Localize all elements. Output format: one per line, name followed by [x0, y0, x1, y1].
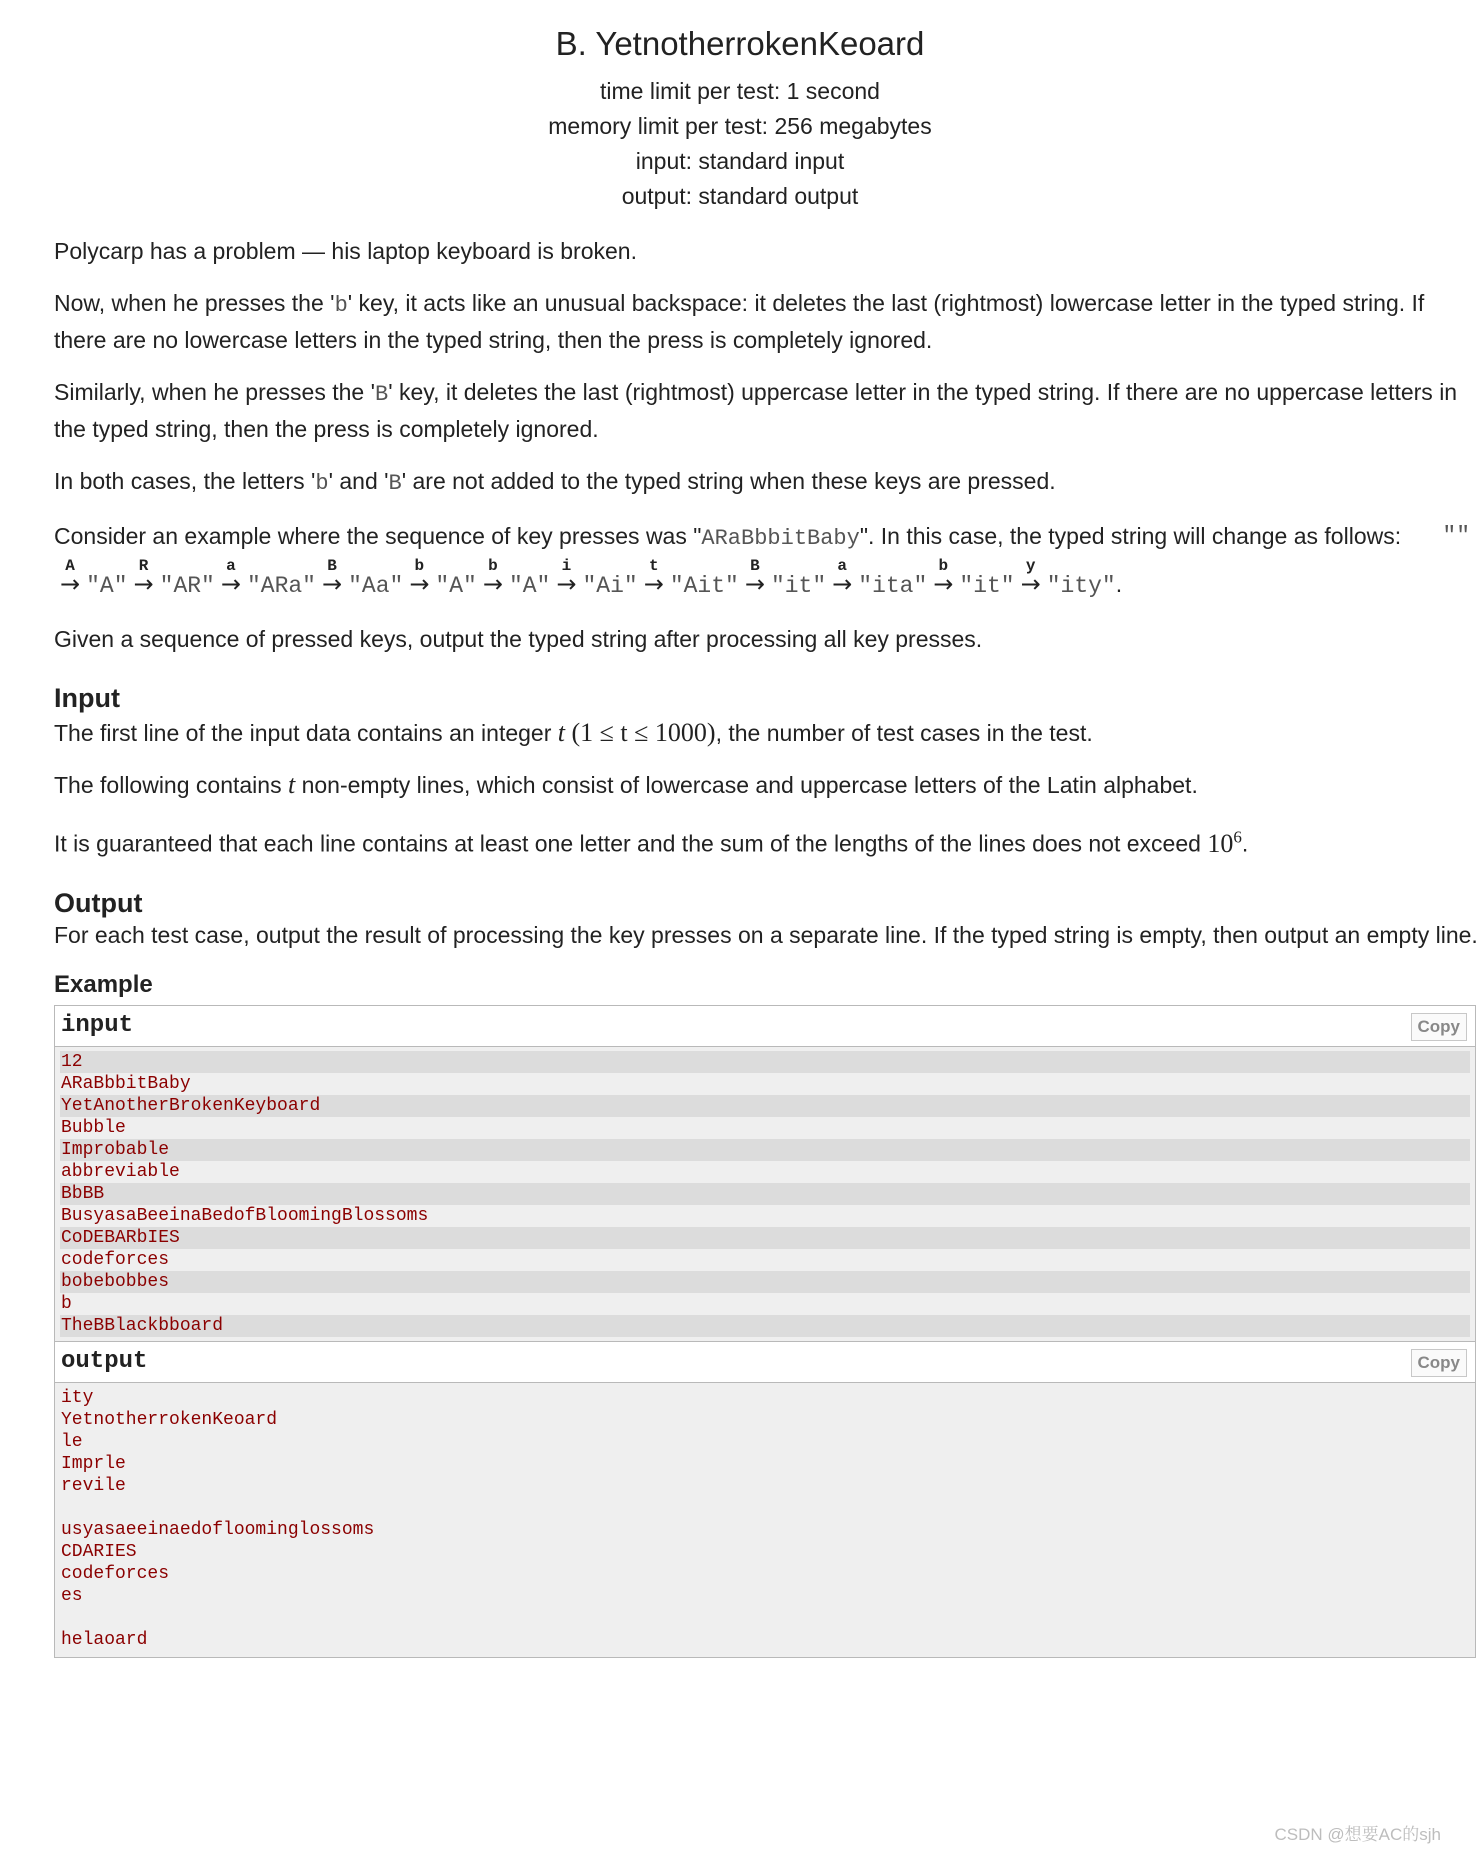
transition-key: b	[414, 557, 425, 575]
copy-output-button[interactable]: Copy	[1411, 1349, 1468, 1377]
statement-paragraph	[54, 375, 1480, 446]
transition-state: "ity"	[1046, 573, 1116, 599]
problem-title: B. YetnotherrokenKeoard	[555, 25, 925, 62]
transition-key: y	[1025, 557, 1036, 575]
code-line: BusyasaBeeinaBedofBloomingBlossoms	[61, 1205, 429, 1226]
transition-state: "AR"	[159, 573, 215, 599]
code-line: codeforces	[61, 1249, 170, 1270]
text: non-empty lines, which consist of lowercase and uppercase letters of the Latin alphabet.	[295, 772, 1198, 798]
sample-input-label: input	[61, 1011, 134, 1039]
transition-arrow: → y	[1021, 570, 1041, 598]
text: ' are not added to the typed string when these keys are pressed.	[401, 468, 1056, 494]
statement-paragraph	[54, 286, 1480, 357]
input-paragraph	[54, 768, 1480, 802]
code-line: bobebobbes	[60, 1271, 1470, 1293]
key-code: B	[375, 382, 389, 407]
text: Similarly, when he presses the '	[54, 379, 375, 405]
transition-arrow: → a	[832, 570, 852, 598]
code-line: le	[61, 1431, 83, 1452]
code-line: YetnotherrokenKeoard	[61, 1409, 278, 1430]
text: , the number of test cases in the test.	[715, 720, 1093, 746]
sample-input-block	[54, 1005, 1476, 1342]
code-line: BbBB	[60, 1183, 1470, 1205]
output-section-title: Output	[54, 887, 143, 918]
empty-string: ""	[1442, 523, 1470, 549]
example-title: Example	[54, 970, 153, 998]
transition-arrow: → B	[322, 570, 342, 598]
key-sequence: ARaBbbitBaby	[701, 526, 860, 551]
transition-arrow: → R	[134, 570, 154, 598]
math-base: 10	[1207, 828, 1234, 858]
text: The following contains	[54, 772, 288, 798]
input-paragraph	[54, 716, 1480, 750]
transition-key: R	[138, 557, 149, 575]
code-line: usyasaeeinaedofloominglossoms	[61, 1519, 375, 1540]
transition-key: a	[837, 557, 848, 575]
code-line: TheBBlackbboard	[60, 1315, 1470, 1337]
code-line	[60, 1607, 1470, 1629]
transition-key: i	[561, 557, 572, 575]
transition-arrow: → b	[483, 570, 503, 598]
transition-key: t	[648, 557, 659, 575]
copy-input-button[interactable]: Copy	[1411, 1013, 1468, 1041]
code-line: b	[61, 1293, 72, 1314]
sample-input-header	[55, 1006, 1475, 1047]
output-spec: output: standard output	[621, 183, 859, 209]
text: ". In this case, the typed string will change as follows:	[859, 523, 1402, 549]
text: .	[1241, 830, 1249, 857]
key-code: B	[388, 471, 402, 496]
text: Consider an example where the sequence of key presses was "	[54, 523, 702, 549]
text: ' key, it deletes the last (rightmost) uppercase letter in the typed string. If there are no uppercase letters in the typed string, then the press is completely ignored.	[54, 379, 1458, 442]
problem-statement	[54, 24, 1480, 1658]
code-line: Bubble	[61, 1117, 126, 1138]
code-line: codeforces	[61, 1563, 170, 1584]
time-limit: time limit per test: 1 second	[600, 78, 880, 104]
csdn-watermark: CSDN @想要AC的sjh	[1274, 1825, 1441, 1844]
math-constraint: (1 ≤ t ≤ 1000)	[571, 718, 716, 747]
code-line: ARaBbbitBaby	[61, 1073, 191, 1094]
code-line	[60, 1497, 1470, 1519]
code-line: revile	[61, 1475, 126, 1496]
input-paragraph	[54, 820, 1480, 861]
code-line: Improbable	[60, 1139, 1470, 1161]
transition-key: B	[327, 557, 337, 575]
key-code: b	[315, 471, 329, 496]
transition-arrow: → t	[644, 570, 664, 598]
transition-key: a	[226, 557, 236, 575]
transition-key: b	[938, 557, 949, 575]
transition-state: "it"	[959, 573, 1015, 599]
output-paragraph: For each test case, output the result of processing the key presses on a separate line. If the typed string is empty, then output an empty line.	[54, 921, 1478, 948]
code-line: Imprle	[61, 1453, 126, 1474]
example-paragraph	[54, 519, 1480, 556]
transition-arrow: → a	[221, 570, 241, 598]
chain-end: .	[1115, 571, 1123, 597]
text: Now, when he presses the '	[54, 290, 335, 316]
statement-paragraph	[54, 464, 1480, 501]
transition-arrow: → b	[409, 570, 429, 598]
transition-arrow: → A	[60, 570, 80, 598]
text: ' key, it acts like an unusual backspace: it deletes the last (rightmost) lowercase letter in the typed string. If there are no lowercase letters in the typed string, then the press is completely ignored.	[54, 290, 1425, 353]
math-t: t	[287, 770, 296, 799]
transition-arrow: → i	[556, 570, 576, 598]
sample-input-body[interactable]	[55, 1047, 1475, 1341]
transition-arrow: → b	[933, 570, 953, 598]
transition-arrow: → B	[745, 570, 765, 598]
code-line: 12	[60, 1051, 1470, 1073]
sample-output-header	[55, 1342, 1475, 1383]
transition-state: "Ai"	[582, 573, 638, 599]
code-line: CoDEBARbIES	[60, 1227, 1470, 1249]
code-line: YetAnotherBrokenKeyboard	[60, 1095, 1470, 1117]
transition-state: "Aa"	[348, 573, 404, 599]
math-var	[558, 718, 716, 747]
input-spec: input: standard input	[635, 148, 845, 174]
statement-paragraph: Polycarp has a problem — his laptop keyboard is broken.	[54, 238, 637, 264]
text: It is guaranteed that each line contains at least one letter and the sum of the lengths of the lines does not exceed	[54, 830, 1208, 857]
transition-state: "it"	[770, 573, 827, 599]
transition-state: "ita"	[858, 573, 928, 599]
sample-output-label: output	[61, 1347, 148, 1375]
text: In both cases, the letters '	[54, 468, 316, 494]
text: ' and '	[328, 468, 389, 494]
code-line: helaoard	[61, 1629, 148, 1650]
input-section-title: Input	[54, 683, 120, 713]
transition-chain	[54, 558, 1480, 600]
transition-key: B	[750, 557, 760, 575]
transition-state: "A"	[508, 573, 551, 599]
code-line: abbreviable	[61, 1161, 180, 1182]
statement-paragraph: Given a sequence of pressed keys, output the typed string after processing all key presses.	[54, 626, 983, 652]
code-line: CDARIES	[61, 1541, 137, 1562]
transition-state: "A"	[86, 573, 128, 599]
transition-state: "A"	[435, 573, 477, 599]
transition-state: "ARa"	[246, 573, 316, 599]
problem-header	[0, 24, 1426, 214]
code-line: es	[61, 1585, 83, 1606]
transition-key: b	[488, 557, 498, 575]
text: The first line of the input data contains an integer	[54, 720, 558, 746]
sample-output-block	[54, 1342, 1476, 1658]
transition-key: A	[65, 557, 75, 575]
memory-limit: memory limit per test: 256 megabytes	[548, 113, 932, 139]
code-line: ity	[61, 1387, 94, 1408]
key-code: b	[334, 293, 348, 318]
math-exp: 6	[1233, 827, 1242, 846]
sample-output-body[interactable]	[55, 1383, 1475, 1657]
transition-state: "Ait"	[669, 573, 739, 599]
math-t: t	[557, 718, 565, 747]
math-power	[1207, 829, 1242, 858]
